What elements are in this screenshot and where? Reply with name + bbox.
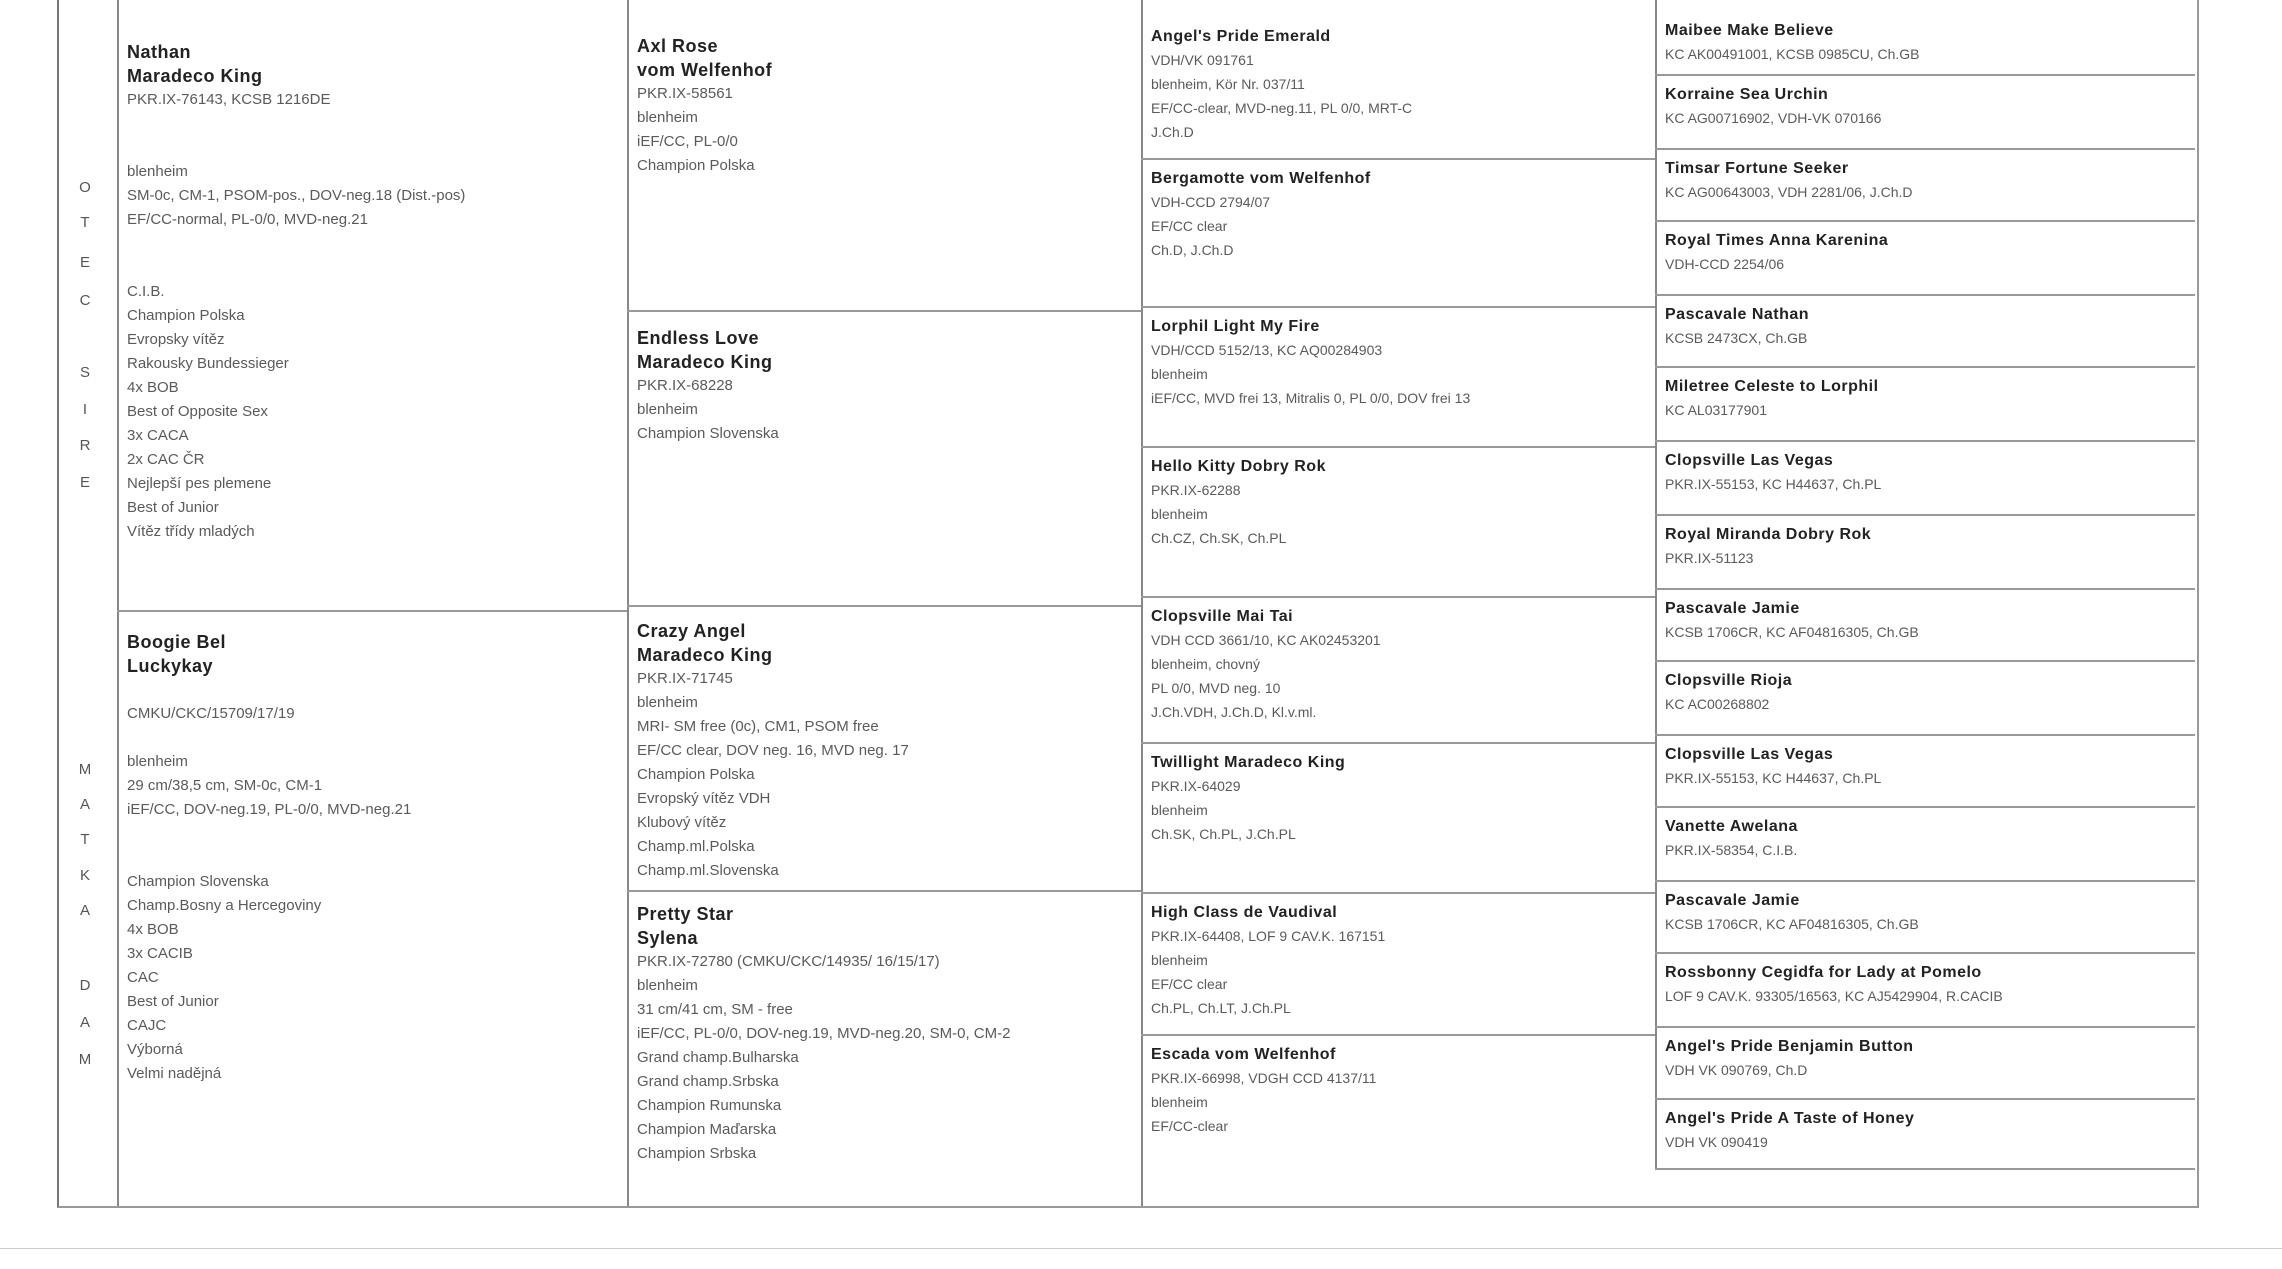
ancestor-name: Bergamotte vom Welfenhof xyxy=(1151,170,1371,187)
side-letter: I xyxy=(82,401,88,418)
ancestor-info: blenheim xyxy=(637,401,698,418)
side-letter: O xyxy=(79,179,91,196)
ancestor-info: iEF/CC, PL-0/0 xyxy=(637,133,738,150)
ancestor-cell xyxy=(1655,1098,2195,1170)
ancestor-info: Grand champ.Srbska xyxy=(637,1073,779,1090)
generation-3-column xyxy=(1141,0,1657,1170)
ancestor-info: EF/CC-clear xyxy=(1151,1118,1229,1134)
ancestor-cell xyxy=(1655,514,2195,588)
sire-health: EF/CC-normal, PL-0/0, MVD-neg.21 xyxy=(127,211,368,228)
ancestor-name: High Class de Vaudival xyxy=(1151,904,1338,921)
ancestor-name: Royal Miranda Dobry Rok xyxy=(1665,526,1872,543)
ancestor-info: KC AL03177901 xyxy=(1665,402,1767,418)
ancestor-info: Ch.SK, Ch.PL, J.Ch.PL xyxy=(1151,826,1296,842)
ancestor-name: Angel's Pride A Taste of Honey xyxy=(1665,1110,1915,1127)
ancestor-name: Pretty Star xyxy=(637,904,734,924)
ancestor-cell xyxy=(627,310,1141,605)
generation-2-column xyxy=(627,0,1143,1206)
ancestor-info: iEF/CC, PL-0/0, DOV-neg.19, MVD-neg.20, SM-0, CM-2 xyxy=(637,1025,1011,1042)
ancestor-cell xyxy=(627,605,1141,890)
ancestor-info: blenheim xyxy=(1151,506,1208,522)
side-letter: R xyxy=(79,437,91,454)
ancestor-info: PKR.IX-66998, VDGH CCD 4137/11 xyxy=(1151,1070,1377,1086)
ancestor-info: KCSB 1706CR, KC AF04816305, Ch.GB xyxy=(1665,916,1919,932)
sire-title: Best of Opposite Sex xyxy=(127,403,268,420)
ancestor-info: KCSB 2473CX, Ch.GB xyxy=(1665,330,1808,346)
ancestor-name: Clopsville Las Vegas xyxy=(1665,746,1834,763)
ancestor-cell xyxy=(1141,892,1655,1034)
ancestor-info: 31 cm/41 cm, SM - free xyxy=(637,1001,793,1018)
ancestor-info: Champion Srbska xyxy=(637,1145,757,1162)
ancestor-name: Endless Love xyxy=(637,328,760,348)
ancestor-info: blenheim xyxy=(1151,366,1208,382)
ancestor-info: KC AG00643003, VDH 2281/06, J.Ch.D xyxy=(1665,184,1913,200)
ancestor-info: Champion Polska xyxy=(637,766,755,783)
side-letter: M xyxy=(78,1051,92,1068)
side-letter: C xyxy=(79,292,91,309)
ancestor-info: EF/CC clear xyxy=(1151,976,1228,992)
ancestor-cell xyxy=(1655,734,2195,806)
ancestor-info: PKR.IX-62288 xyxy=(1151,482,1241,498)
ancestor-info: blenheim xyxy=(1151,802,1208,818)
ancestor-info: J.Ch.D xyxy=(1151,124,1194,140)
ancestor-info: LOF 9 CAV.K. 93305/16563, KC AJ5429904, R.CACIB xyxy=(1665,988,2003,1004)
ancestor-cell xyxy=(1655,588,2195,660)
ancestor-name-kennel: Sylena xyxy=(637,928,699,948)
ancestor-info: Champion Rumunska xyxy=(637,1097,782,1114)
ancestor-name: Crazy Angel xyxy=(637,621,746,641)
ancestor-info: blenheim xyxy=(1151,1094,1208,1110)
ancestor-info: PKR.IX-58354, C.I.B. xyxy=(1665,842,1798,858)
ancestor-name: Lorphil Light My Fire xyxy=(1151,318,1320,335)
side-letter: K xyxy=(79,867,90,884)
side-letter: S xyxy=(79,364,90,381)
ancestor-info: Grand champ.Bulharska xyxy=(637,1049,799,1066)
ancestor-info: J.Ch.VDH, J.Ch.D, Kl.v.ml. xyxy=(1151,704,1317,720)
ancestor-info: EF/CC clear xyxy=(1151,218,1228,234)
ancestor-info: blenheim xyxy=(637,977,698,994)
sire-title: Nejlepší pes plemene xyxy=(127,475,272,492)
ancestor-name: Vanette Awelana xyxy=(1665,818,1798,835)
ancestor-cell xyxy=(1655,294,2195,366)
sire-title: Vítěz třídy mladých xyxy=(127,523,255,540)
ancestor-name: Clopsville Las Vegas xyxy=(1665,452,1834,469)
ancestor-info: PKR.IX-64408, LOF 9 CAV.K. 167151 xyxy=(1151,928,1386,944)
sire-title: Champion Polska xyxy=(127,307,245,324)
ancestor-registration: PKR.IX-72780 (CMKU/CKC/14935/ 16/15/17) xyxy=(637,953,940,970)
ancestor-info: VDH VK 090769, Ch.D xyxy=(1665,1062,1808,1078)
sire-title: Best of Junior xyxy=(127,499,219,516)
ancestor-name: Korraine Sea Urchin xyxy=(1665,86,1829,103)
ancestor-info: PKR.IX-64029 xyxy=(1151,778,1241,794)
ancestor-info: Champion Polska xyxy=(637,157,755,174)
dam-title: Best of Junior xyxy=(127,993,219,1010)
ancestor-name: Clopsville Rioja xyxy=(1665,672,1793,689)
ancestor-info: Champion Slovenska xyxy=(637,425,779,442)
generation-1-column xyxy=(117,0,629,1206)
ancestor-info: blenheim xyxy=(1151,952,1208,968)
ancestor-info: MRI- SM free (0c), CM1, PSOM free xyxy=(637,718,879,735)
ancestor-name: Timsar Fortune Seeker xyxy=(1665,160,1849,177)
dam-color: blenheim xyxy=(127,753,188,770)
ancestor-registration: PKR.IX-71745 xyxy=(637,670,733,687)
ancestor-name-kennel: Maradeco King xyxy=(637,645,773,665)
dam-health: 29 cm/38,5 cm, SM-0c, CM-1 xyxy=(127,777,323,794)
ancestor-cell xyxy=(1141,742,1655,892)
sire-name: Nathan xyxy=(127,42,192,62)
ancestor-info: blenheim, Kör Nr. 037/11 xyxy=(1151,76,1305,92)
ancestor-cell xyxy=(1141,306,1655,446)
dam-title: Champ.Bosny a Hercegoviny xyxy=(127,897,322,914)
dam-health: iEF/CC, DOV-neg.19, PL-0/0, MVD-neg.21 xyxy=(127,801,412,818)
ancestor-info: Champ.ml.Polska xyxy=(637,838,755,855)
side-letter: A xyxy=(79,796,90,813)
ancestor-cell xyxy=(1655,952,2195,1026)
side-letter: E xyxy=(79,254,90,271)
side-letter: M xyxy=(78,761,92,778)
ancestor-info: VDH-CCD 2254/06 xyxy=(1665,256,1785,272)
ancestor-info: VDH/CCD 5152/13, KC AQ00284903 xyxy=(1151,342,1383,358)
ancestor-cell xyxy=(1655,660,2195,734)
scan-edge xyxy=(0,1248,2282,1249)
ancestor-info: Ch.PL, Ch.LT, J.Ch.PL xyxy=(1151,1000,1291,1016)
dam-title: CAJC xyxy=(127,1017,167,1034)
ancestor-name-kennel: Maradeco King xyxy=(637,352,773,372)
sire-title: C.I.B. xyxy=(127,283,165,300)
ancestor-name: Rossbonny Cegidfa for Lady at Pomelo xyxy=(1665,964,1982,981)
ancestor-info: KC AG00716902, VDH-VK 070166 xyxy=(1665,110,1882,126)
ancestor-cell xyxy=(1141,596,1655,742)
sire-name-kennel: Maradeco King xyxy=(127,66,263,86)
ancestor-info: Ch.D, J.Ch.D xyxy=(1151,242,1234,258)
ancestor-cell xyxy=(1655,440,2195,514)
sire-health: SM-0c, CM-1, PSOM-pos., DOV-neg.18 (Dist.-pos) xyxy=(127,187,466,204)
ancestor-info: Champion Maďarska xyxy=(637,1121,777,1138)
ancestor-info: EF/CC clear, DOV neg. 16, MVD neg. 17 xyxy=(637,742,909,759)
ancestor-info: PKR.IX-55153, KC H44637, Ch.PL xyxy=(1665,770,1882,786)
ancestor-cell xyxy=(1655,880,2195,952)
ancestor-name: Axl Rose xyxy=(637,36,719,56)
ancestor-info: VDH CCD 3661/10, KC AK02453201 xyxy=(1151,632,1381,648)
dam-name-kennel: Luckykay xyxy=(127,656,214,676)
dam-cell xyxy=(117,610,627,1206)
ancestor-name: Miletree Celeste to Lorphil xyxy=(1665,378,1879,395)
ancestor-name: Escada vom Welfenhof xyxy=(1151,1046,1336,1063)
ancestor-cell xyxy=(1655,806,2195,880)
sire-title: 2x CAC ČR xyxy=(127,451,205,468)
dam-title: CAC xyxy=(127,969,159,986)
ancestor-info: EF/CC-clear, MVD-neg.11, PL 0/0, MRT-C xyxy=(1151,100,1413,116)
dam-title: Velmi nadějná xyxy=(127,1065,222,1082)
side-letter: A xyxy=(79,1014,90,1031)
ancestor-name: Clopsville Mai Tai xyxy=(1151,608,1294,625)
ancestor-registration: PKR.IX-68228 xyxy=(637,377,733,394)
ancestor-info: Klubový vítěz xyxy=(637,814,727,831)
side-letter: E xyxy=(79,474,90,491)
ancestor-name: Angel's Pride Emerald xyxy=(1151,28,1331,45)
ancestor-name: Maibee Make Believe xyxy=(1665,22,1834,39)
side-letter: A xyxy=(79,902,90,919)
side-letter: D xyxy=(79,977,91,994)
dam-title: Výborná xyxy=(127,1041,183,1058)
sire-title: 3x CACA xyxy=(127,427,189,444)
side-letter: T xyxy=(80,831,90,848)
ancestor-name: Royal Times Anna Karenina xyxy=(1665,232,1889,249)
ancestor-info: Evropský vítěz VDH xyxy=(637,790,771,807)
ancestor-cell xyxy=(1141,18,1655,158)
side-letter: T xyxy=(80,214,90,231)
dam-title: 4x BOB xyxy=(127,921,179,938)
ancestor-info: VDH-CCD 2794/07 xyxy=(1151,194,1271,210)
ancestor-cell xyxy=(1655,12,2195,74)
ancestor-name: Angel's Pride Benjamin Button xyxy=(1665,1038,1914,1055)
ancestor-name: Pascavale Jamie xyxy=(1665,892,1800,909)
sire-titles xyxy=(127,280,617,544)
ancestor-info: VDH/VK 091761 xyxy=(1151,52,1254,68)
ancestor-info: KC AC00268802 xyxy=(1665,696,1770,712)
ancestor-name: Pascavale Nathan xyxy=(1665,306,1810,323)
ancestor-cell xyxy=(627,26,1141,310)
ancestor-info: blenheim xyxy=(637,109,698,126)
dam-registration: CMKU/CKC/15709/17/19 xyxy=(127,705,295,722)
ancestor-info: KCSB 1706CR, KC AF04816305, Ch.GB xyxy=(1665,624,1919,640)
dam-title: 3x CACIB xyxy=(127,945,193,962)
ancestor-info: Champ.ml.Slovenska xyxy=(637,862,779,879)
generation-4-column xyxy=(1655,0,2195,1170)
ancestor-info: KC AK00491001, KCSB 0985CU, Ch.GB xyxy=(1665,46,1920,62)
dam-name: Boogie Bel xyxy=(127,632,227,652)
sire-cell xyxy=(117,30,627,610)
ancestor-cell xyxy=(1655,366,2195,440)
ancestor-info: Ch.CZ, Ch.SK, Ch.PL xyxy=(1151,530,1287,546)
ancestor-cell xyxy=(627,890,1141,1206)
ancestor-cell xyxy=(1141,446,1655,596)
ancestor-cell xyxy=(1655,74,2195,148)
ancestor-cell xyxy=(1655,148,2195,220)
ancestor-cell xyxy=(1655,1026,2195,1098)
ancestor-cell xyxy=(1141,1034,1655,1170)
sire-title: Rakousky Bundessieger xyxy=(127,355,289,372)
ancestor-registration: PKR.IX-58561 xyxy=(637,85,733,102)
side-label-column xyxy=(57,0,119,1206)
ancestor-name-kennel: vom Welfenhof xyxy=(637,60,773,80)
sire-color: blenheim xyxy=(127,163,188,180)
ancestor-name: Pascavale Jamie xyxy=(1665,600,1800,617)
ancestor-info: PKR.IX-51123 xyxy=(1665,550,1754,566)
sire-title: 4x BOB xyxy=(127,379,179,396)
sire-registration: PKR.IX-76143, KCSB 1216DE xyxy=(127,91,331,108)
ancestor-info: blenheim, chovný xyxy=(1151,656,1260,672)
ancestor-info: PL 0/0, MVD neg. 10 xyxy=(1151,680,1281,696)
ancestor-info: blenheim xyxy=(637,694,698,711)
ancestor-info: iEF/CC, MVD frei 13, Mitralis 0, PL 0/0, DOV frei 13 xyxy=(1151,390,1471,406)
ancestor-info: VDH VK 090419 xyxy=(1665,1134,1768,1150)
dam-titles xyxy=(127,870,617,1086)
ancestor-info: PKR.IX-55153, KC H44637, Ch.PL xyxy=(1665,476,1882,492)
ancestor-cell xyxy=(1141,158,1655,306)
ancestor-name: Twillight Maradeco King xyxy=(1151,754,1346,771)
sire-title: Evropsky vítěz xyxy=(127,331,225,348)
dam-title: Champion Slovenska xyxy=(127,873,269,890)
ancestor-name: Hello Kitty Dobry Rok xyxy=(1151,458,1326,475)
ancestor-cell xyxy=(1655,220,2195,294)
